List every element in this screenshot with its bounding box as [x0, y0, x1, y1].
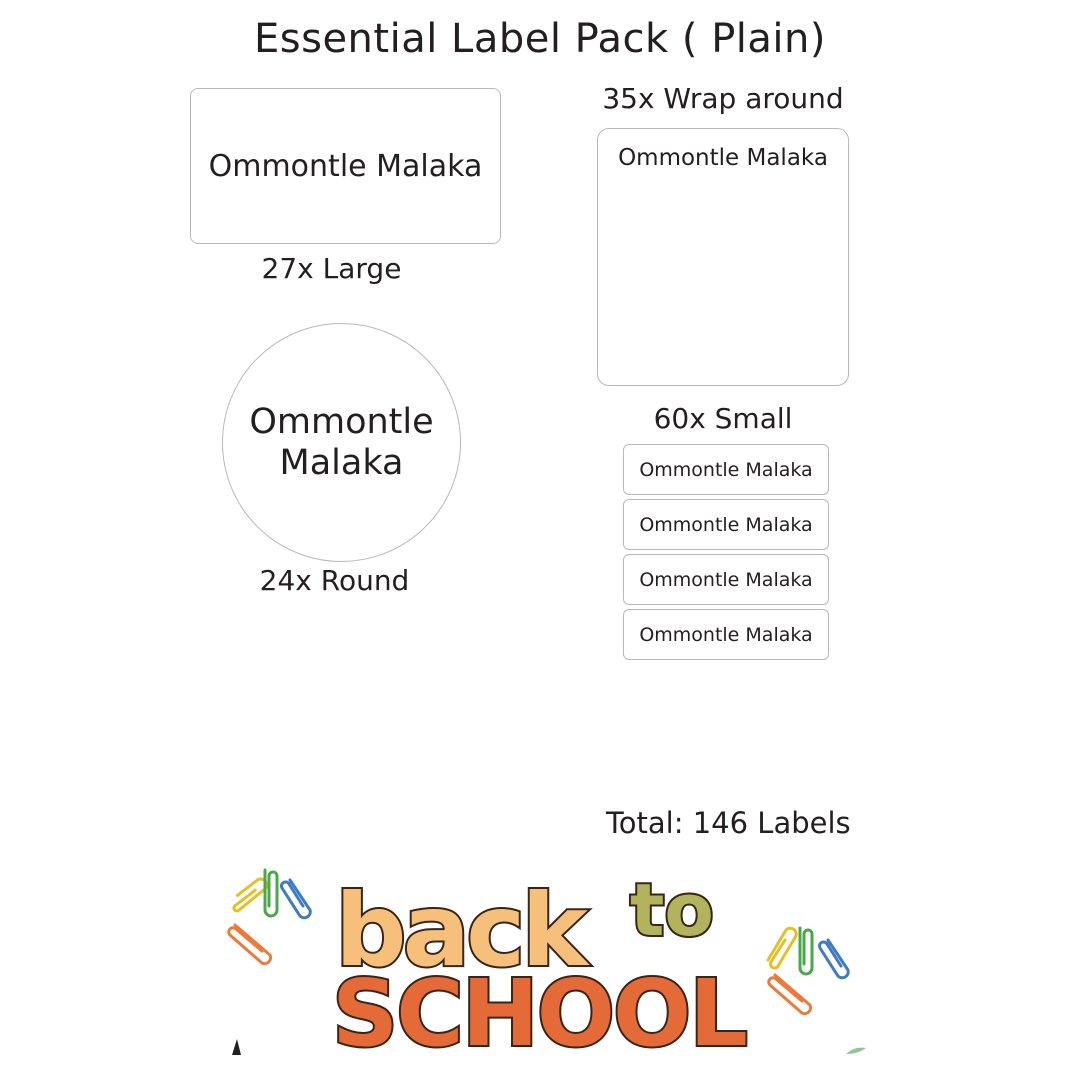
small-label-sample	[623, 554, 829, 605]
wrap-label-caption: 35x Wrap around	[602, 82, 844, 115]
banner-word-school: SCHOOL	[332, 960, 746, 1060]
pencil-tip-icon	[232, 1039, 241, 1055]
wrap-label-sample	[597, 128, 849, 386]
small-label-caption: 60x Small	[653, 402, 793, 435]
leaf-icon	[846, 1048, 866, 1054]
round-label-sample	[222, 323, 461, 562]
small-label-text: Ommontle Malaka	[639, 623, 813, 646]
small-label-list	[623, 444, 829, 664]
back-to-school-banner	[210, 850, 870, 1060]
paperclip-icon	[768, 928, 848, 1014]
small-label-sample	[623, 444, 829, 495]
large-label-text: Ommontle Malaka	[208, 148, 483, 184]
small-label-text: Ommontle Malaka	[639, 458, 813, 481]
banner-word-back: back	[335, 872, 584, 989]
total-count: Total: 146 Labels	[606, 806, 851, 840]
small-label-text: Ommontle Malaka	[639, 513, 813, 536]
large-label-caption: 27x Large	[261, 252, 402, 285]
banner-word-to: to	[630, 868, 714, 952]
small-label-sample	[623, 609, 829, 660]
wrap-label-text: Ommontle Malaka	[618, 145, 828, 171]
small-label-text: Ommontle Malaka	[639, 568, 813, 591]
round-label-text: Ommontle Malaka	[249, 401, 434, 483]
large-label-sample	[190, 88, 501, 244]
page-title: Essential Label Pack ( Plain)	[253, 16, 827, 62]
small-label-sample	[623, 499, 829, 550]
paperclip-icon	[229, 870, 311, 964]
round-label-caption: 24x Round	[259, 564, 410, 597]
